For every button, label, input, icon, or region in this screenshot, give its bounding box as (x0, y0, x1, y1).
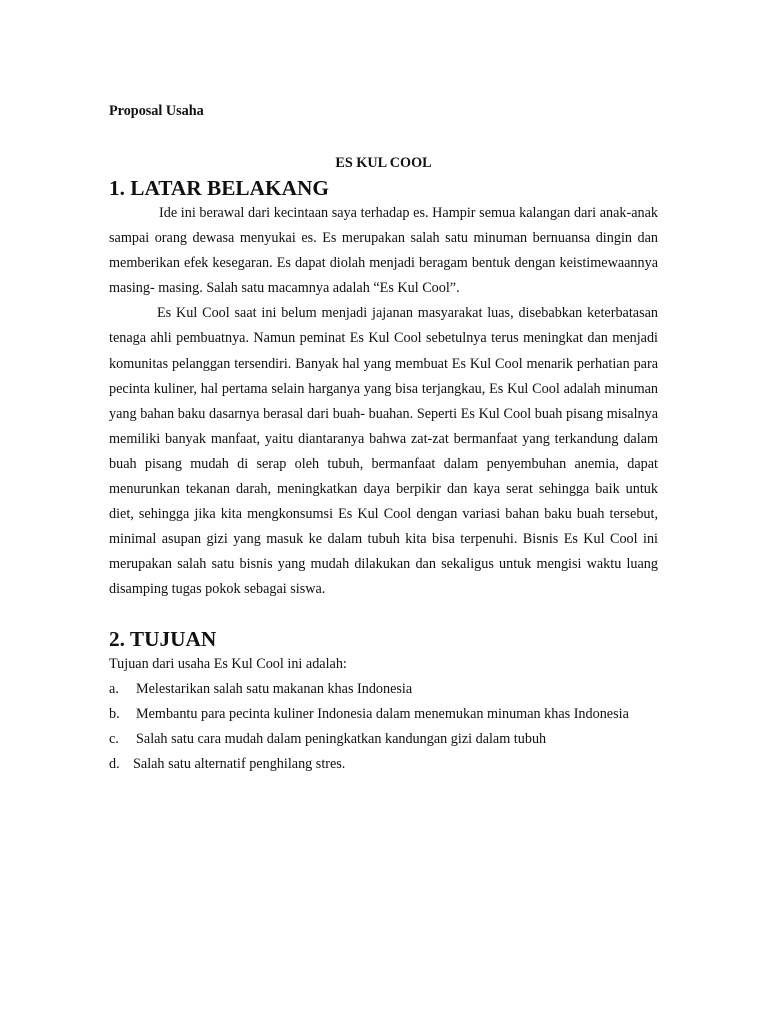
paragraph: Ide ini berawal dari kecintaan saya terhadap es. Hampir semua kalangan dari anak-anak sampai orang dewasa menyukai es. Es merupakan salah satu minuman bernuansa dingin dan memberikan efek kesegaran. Es dapat diolah menjadi beragam bentuk dengan keistimewaannya masing- masing. Salah satu macamnya adalah “Es Kul Cool”. (109, 205, 658, 297)
spacer (109, 125, 658, 150)
list-item (109, 752, 658, 777)
section-intro: Tujuan dari usaha Es Kul Cool ini adalah: (109, 655, 347, 672)
section-latar-belakang (109, 176, 658, 603)
list-item (109, 702, 658, 727)
section-heading: 1. LATAR BELAKANG (109, 176, 329, 200)
list-item-text: Salah satu cara mudah dalam peningkatkan kandungan gizi dalam tubuh (136, 730, 547, 747)
goals-list (109, 677, 658, 777)
section-heading: 2. TUJUAN (109, 626, 217, 651)
list-item (109, 677, 658, 702)
document-page (109, 98, 658, 777)
list-marker: a. (109, 680, 119, 697)
document-title: ES KUL COOL (335, 155, 432, 171)
list-item (109, 727, 658, 752)
list-marker: b. (109, 705, 120, 722)
list-item-text: Salah satu alternatif penghilang stres. (133, 755, 346, 772)
list-item-text: Melestarikan salah satu makanan khas Indonesia (136, 680, 413, 697)
list-marker: d. (109, 755, 120, 772)
spacer (109, 603, 658, 627)
paragraph: Es Kul Cool saat ini belum menjadi jajanan masyarakat luas, disebabkan keterbatasan tenaga ahli pembuatnya. Namun peminat Es Kul Cool sebetulnya terus meningkat dan menjadi komunitas pelanggan tersendiri. Banyak hal yang membuat Es Kul Cool menarik perhatian para pecinta kuliner, hal pertama selain harganya yang bisa terjangkau, Es Kul Cool adalah minuman yang bahan baku dasarnya berasal dari buah- buahan. Seperti Es Kul Cool buah pisang misalnya memiliki banyak manfaat, yaitu diantaranya bahwa zat-zat bermanfaat yang terkandung dalam buah pisang mudah di serap oleh tubuh, bermanfaat dalam penyembuhan anemia, dapat menurunkan tekanan darah, meningkatkan daya berpikir dan kaya serat sehingga baik untuk diet, sehingga jika kita mengkonsumsi Es Kul Cool dengan variasi bahan baku buah tersebut, minimal asupan gizi yang masuk ke dalam tubuh kita bisa terpenuhi. Bisnis Es Kul Cool ini merupakan salah satu bisnis yang mudah dilakukan dan sekaligus untuk mengisi waktu luang disamping tugas pokok sebagai siswa. (109, 305, 658, 598)
list-item-text: Membantu para pecinta kuliner Indonesia dalam menemukan minuman khas Indonesia (136, 705, 629, 722)
list-marker: c. (109, 730, 119, 747)
section-tujuan (109, 627, 658, 777)
document-label: Proposal Usaha (109, 103, 204, 119)
